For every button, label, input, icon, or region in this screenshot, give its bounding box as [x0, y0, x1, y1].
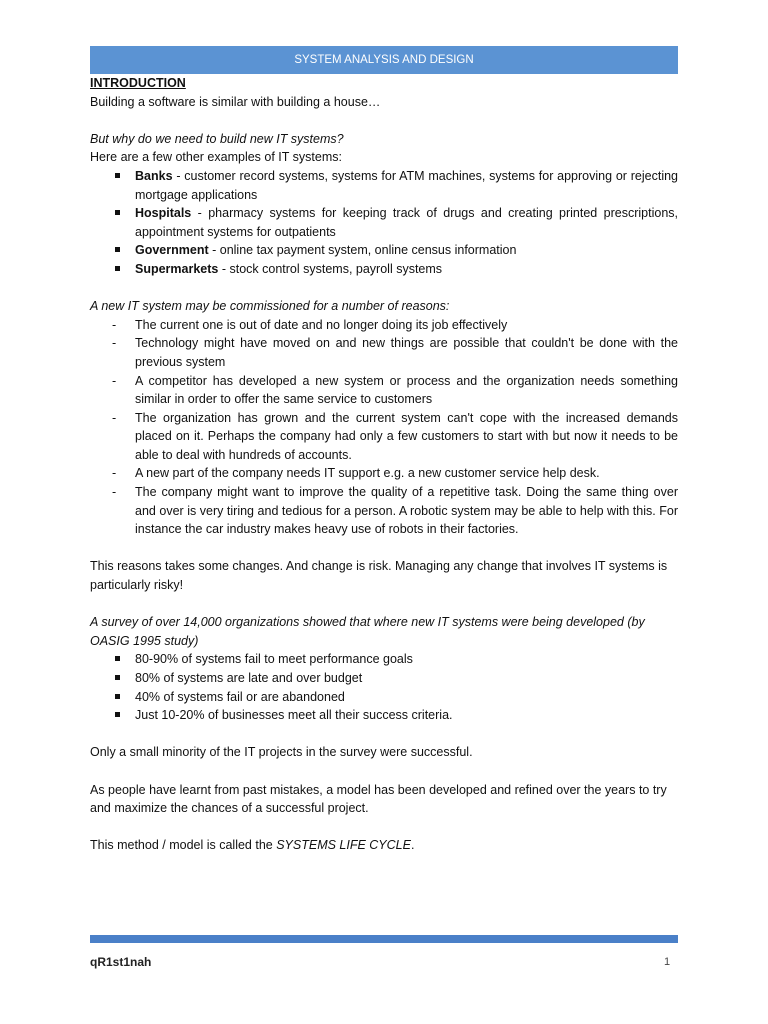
spacer	[90, 279, 678, 298]
section1-question: But why do we need to build new IT systems?	[90, 131, 344, 146]
square-bullet-icon	[115, 694, 120, 699]
square-bullet-icon	[115, 210, 120, 215]
document-content	[90, 74, 678, 855]
square-bullet-icon	[115, 712, 120, 717]
item-term: Hospitals	[135, 206, 192, 221]
footer-author: qR1st1nah	[90, 955, 152, 969]
square-bullet-icon	[115, 675, 120, 680]
item-text: - online tax payment system, online census information	[208, 243, 517, 258]
dash-bullet-icon: -	[112, 410, 117, 425]
dash-bullet-icon: -	[112, 373, 117, 388]
item-text: 40% of systems fail or are abandoned	[135, 689, 345, 704]
list-item	[90, 167, 678, 204]
item-term: Supermarkets	[135, 261, 219, 276]
item-term: Banks	[135, 168, 173, 183]
method-prefix: This method / model is called the	[90, 838, 277, 853]
spacer	[90, 762, 678, 781]
square-bullet-icon	[115, 247, 120, 252]
spacer	[90, 111, 678, 130]
item-text: The company might want to improve the quality of a repetitive task. Doing the same thing over and over is very tiring and tedious for a person. A robotic system may be able to help with this. For instance the car industry makes heavy use of robots in their factories.	[135, 485, 678, 537]
reasons-list	[90, 316, 678, 539]
section2-lead: A new IT system may be commissioned for a number of reasons:	[90, 299, 450, 314]
spacer	[90, 818, 678, 837]
model-paragraph: As people have learnt from past mistakes, a model has been developed and refined over the years to try and maximize the chances of a successful project.	[90, 782, 667, 816]
list-item	[90, 650, 678, 669]
item-text: - stock control systems, payroll systems	[218, 261, 443, 276]
list-item	[90, 372, 678, 409]
item-text: - customer record systems, systems for ATM machines, systems for approving or rejecting mortgage applications	[135, 168, 678, 202]
item-text: Just 10-20% of businesses meet all their success criteria.	[135, 708, 453, 723]
list-item	[90, 204, 678, 241]
section1-lead: Here are a few other examples of IT systems:	[90, 150, 342, 165]
list-item	[90, 260, 678, 279]
square-bullet-icon	[115, 173, 120, 178]
square-bullet-icon	[115, 656, 120, 661]
method-suffix: .	[410, 838, 415, 853]
list-item	[90, 334, 678, 371]
item-text: The organization has grown and the current system can't cope with the increased demands placed on it. Perhaps the company had only a few customers to start with but now it needs to be able to deal with hundreds of accounts.	[135, 410, 678, 462]
method-term: SYSTEMS LIFE CYCLE	[276, 838, 411, 853]
item-text: 80-90% of systems fail to meet performance goals	[135, 652, 413, 667]
spacer	[90, 725, 678, 744]
item-term: Government	[135, 243, 209, 258]
survey-list	[90, 650, 678, 724]
item-text: A competitor has developed a new system or process and the organization needs something similar in order to offer the same service to customers	[135, 373, 678, 407]
list-item	[90, 316, 678, 335]
list-item	[90, 669, 678, 688]
page-number: 1	[664, 956, 671, 968]
list-item	[90, 409, 678, 465]
survey-lead: A survey of over 14,000 organizations showed that where new IT systems were being developed (by OASIG 1995 study)	[90, 615, 645, 648]
item-text: - pharmacy systems for keeping track of drugs and creating printed prescriptions, appointment systems for outpatients	[135, 206, 678, 239]
list-item	[90, 706, 678, 725]
footer-divider	[90, 935, 678, 943]
minority-paragraph: Only a small minority of the IT projects in the survey were successful.	[90, 745, 473, 760]
list-item	[90, 464, 678, 483]
list-item	[90, 241, 678, 260]
item-text: A new part of the company needs IT support e.g. a new customer service help desk.	[135, 466, 600, 481]
header-title: SYSTEM ANALYSIS AND DESIGN	[90, 46, 678, 74]
method-paragraph	[90, 836, 678, 855]
risk-paragraph: This reasons takes some changes. And change is risk. Managing any change that involves IT systems is particularly risky!	[90, 559, 668, 593]
spacer	[90, 595, 678, 614]
examples-list	[90, 167, 678, 279]
item-text: 80% of systems are late and over budget	[135, 671, 363, 685]
intro-heading: INTRODUCTION	[90, 76, 186, 90]
dash-bullet-icon: -	[112, 317, 117, 332]
list-item	[90, 688, 678, 707]
item-text: The current one is out of date and no longer doing its job effectively	[135, 317, 508, 332]
dash-bullet-icon: -	[112, 336, 117, 351]
list-item	[90, 483, 678, 539]
dash-bullet-icon: -	[112, 466, 117, 481]
square-bullet-icon	[115, 266, 120, 271]
spacer	[90, 539, 678, 558]
item-text: Technology might have moved on and new things are possible that couldn't be done with the previous system	[135, 336, 678, 369]
dash-bullet-icon: -	[112, 485, 117, 500]
intro-line: Building a software is similar with building a house…	[90, 94, 381, 109]
